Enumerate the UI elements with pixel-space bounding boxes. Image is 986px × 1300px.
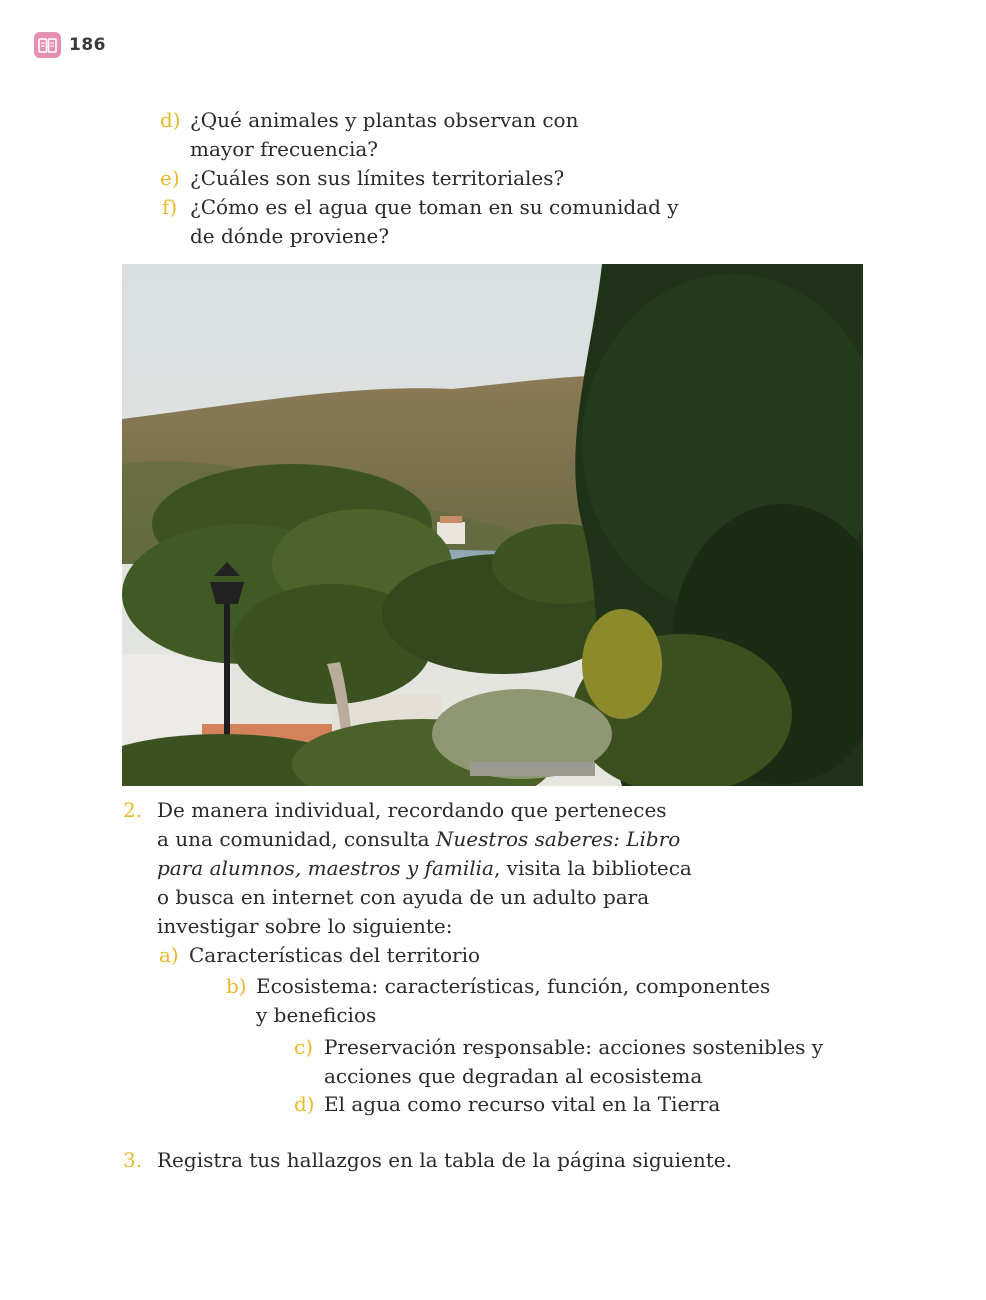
list-marker: a)	[159, 943, 179, 967]
book-title: para alumnos, maestros y familia	[157, 856, 494, 880]
list-text: ¿Cuáles son sus límites territoriales?	[190, 166, 565, 190]
list-text: Ecosistema: características, función, componentes	[256, 974, 771, 998]
list-item-continuation: mayor frecuencia?	[190, 137, 378, 161]
item-text-line	[157, 854, 692, 883]
list-text: ¿Qué animales y plantas observan con	[190, 108, 579, 132]
list-marker: d)	[294, 1092, 315, 1116]
list-text: Preservación responsable: acciones sostenibles y	[324, 1035, 824, 1059]
list-text: Características del territorio	[189, 943, 481, 967]
item-text-line: o busca en internet con ayuda de un adulto para	[157, 885, 650, 909]
list-item-continuation: acciones que degradan al ecosistema	[324, 1064, 703, 1088]
list-text: El agua como recurso vital en la Tierra	[324, 1092, 721, 1116]
page-header	[34, 32, 106, 58]
landscape-photo	[122, 264, 863, 786]
list-marker: b)	[226, 974, 247, 998]
item-text: a una comunidad, consulta	[157, 827, 436, 851]
item-text-line: De manera individual, recordando que perteneces	[157, 798, 667, 822]
item-text-line	[157, 825, 680, 854]
page-number: 186	[69, 35, 106, 55]
list-marker: e)	[160, 166, 180, 190]
book-title: Nuestros saberes: Libro	[435, 827, 681, 851]
list-marker: f)	[162, 195, 178, 219]
book-icon	[34, 32, 61, 58]
list-marker: d)	[160, 108, 181, 132]
item-number: 3.	[123, 1148, 143, 1172]
item-number: 2.	[123, 798, 143, 822]
list-item-continuation: de dónde proviene?	[190, 224, 390, 248]
list-text: ¿Cómo es el agua que toman en su comunidad y	[190, 195, 679, 219]
list-marker: c)	[294, 1035, 314, 1059]
item-text: , visita la biblioteca	[493, 856, 692, 880]
list-item-continuation: y beneficios	[256, 1003, 377, 1027]
item-text-line: investigar sobre lo siguiente:	[157, 914, 453, 938]
item-text-line: Registra tus hallazgos en la tabla de la página siguiente.	[157, 1148, 732, 1172]
